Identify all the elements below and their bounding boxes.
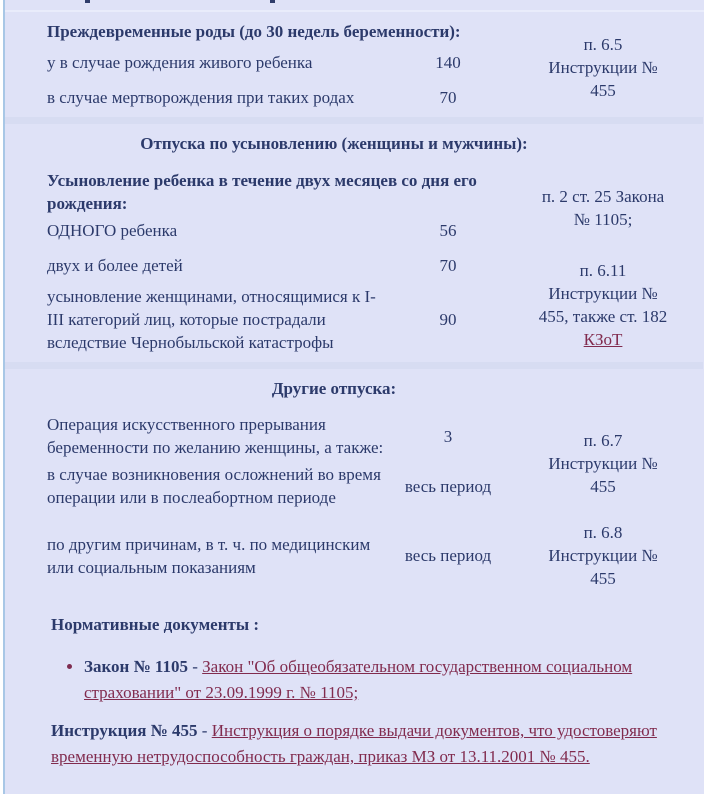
document-label: Закон № 1105 — [84, 657, 188, 676]
reference-line: 455 — [590, 81, 616, 100]
leave-duration-table — [5, 12, 703, 599]
row-label: ОДНОГО ребенка — [47, 221, 178, 240]
normative-documents-heading: Нормативные документы : — [51, 615, 260, 634]
table-row — [5, 408, 703, 461]
reference-line: Инструкции № — [548, 58, 658, 77]
reference-line: 455, также ст. 182 — [538, 307, 668, 326]
reference-line: Инструкции № — [548, 284, 658, 303]
row-value: 3 — [443, 426, 453, 446]
table-row — [5, 12, 703, 45]
reference-cell — [503, 163, 703, 248]
clipped-text-fragment — [85, 0, 90, 3]
document-label: Инструкция № 455 — [51, 721, 198, 740]
row-label: в случае мертворождения при таких родах — [47, 88, 355, 107]
reference-cell — [503, 515, 703, 599]
reference-line: Инструкции № — [548, 453, 658, 473]
reference-line: Инструкции № — [548, 546, 658, 565]
reference-cell — [503, 248, 703, 366]
reference-line: п. 6.11 — [579, 261, 627, 280]
row-label: Операция искусственного прерывания беременности по желанию женщины, а также: — [47, 415, 384, 457]
list-item — [84, 654, 704, 706]
table-row — [5, 163, 703, 217]
reference-line: п. 6.5 — [583, 35, 623, 54]
row-label: по другим причинам, в т. ч. по медицинским или социальным показаниям — [47, 534, 371, 577]
section-title: Другие отпуска: — [5, 366, 703, 409]
row-value: 140 — [435, 53, 461, 72]
row-value: весь период — [404, 476, 492, 496]
law-1105-link[interactable]: Закон "Об общеобязательном государственном социальном страховании" от 23.09.1999 г. № 1105; — [84, 657, 633, 702]
row-label: двух и более детей — [47, 256, 183, 275]
separator: - — [197, 721, 212, 740]
section-title: Отпуска по усыновлению (женщины и мужчины): — [5, 121, 703, 164]
instruction-455-paragraph — [51, 718, 671, 770]
row-label: у в случае рождения живого ребенка — [47, 53, 313, 72]
row-value: 70 — [439, 256, 457, 275]
clipped-row — [5, 0, 704, 12]
instruction-455-link[interactable]: Инструкция о порядке выдачи документов, что удостоверяют временную нетрудоспособность граждан, приказ МЗ от 13.11.2001 № 455. — [51, 721, 657, 766]
reference-line: п. 6.7 — [583, 430, 623, 450]
row-value: весь период — [404, 546, 492, 565]
section-subheader: Преждевременные роды (до 30 недель беременности): — [47, 22, 461, 41]
table-row — [5, 366, 703, 409]
reference-line: 455 — [590, 569, 616, 588]
row-value: 90 — [439, 310, 457, 329]
reference-line: п. 2 ст. 25 Закона — [541, 186, 665, 206]
reference-line: 455 — [590, 476, 616, 496]
table-row — [5, 121, 703, 164]
reference-cell — [503, 408, 703, 515]
row-value: 56 — [439, 221, 457, 240]
clipped-text-fragment — [270, 0, 275, 3]
reference-cell — [503, 12, 703, 121]
table-row — [5, 248, 703, 283]
table-row — [5, 515, 703, 599]
row-label: в случае возникновения осложнений во время операции или в послеабортном периоде — [47, 465, 381, 507]
row-label: усыновление женщинами, относящимися к I-III категорий лиц, которые пострадали вследствие Чернобыльской катастрофы — [47, 287, 376, 352]
document-page — [3, 0, 704, 794]
documents-list — [51, 654, 704, 706]
reference-line: п. 6.8 — [583, 523, 623, 542]
reference-line: № 1105; — [573, 209, 633, 229]
section-subheader: Усыновление ребенка в течение двух месяцев со дня его рождения: — [47, 171, 477, 213]
row-value: 70 — [439, 88, 457, 107]
separator: - — [187, 657, 203, 676]
kzot-link[interactable]: КЗоТ — [583, 330, 623, 349]
